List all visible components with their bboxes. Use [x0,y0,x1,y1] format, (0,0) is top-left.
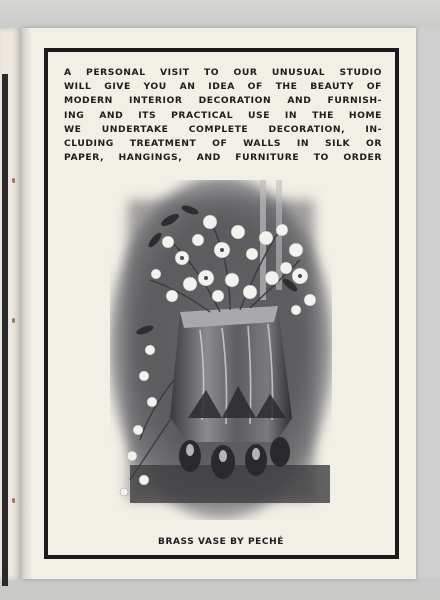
photo-caption: BRASS VASE BY PECHÉ [158,537,284,547]
intro-line: MODERN INTERIOR DECORATION AND FURNISH- [64,95,382,107]
intro-line: CLUDING TREATMENT OF WALLS IN SILK OR [64,138,382,150]
brass-vase-photograph [110,180,332,520]
intro-line: A PERSONAL VISIT TO OUR UNUSUAL STUDIO [64,67,382,78]
intro-paragraph [64,66,382,165]
paper-stain [12,318,15,323]
gutter-shadow [22,28,32,579]
previous-page-border-rule [2,74,8,586]
intro-line: ING AND ITS PRACTICAL USE IN THE HOME [64,109,382,121]
backdrop-top [0,0,440,28]
backdrop-bottom [0,578,440,600]
intro-line: WILL GIVE YOU AN IDEA OF THE BEAUTY OF [64,81,382,93]
intro-line: WE UNDERTAKE COMPLETE DECORATION, IN- [64,123,382,135]
intro-line: PAPER, HANGINGS, AND FURNITURE TO ORDER [64,152,382,164]
paper-stain [12,178,15,183]
paper-stain [12,498,15,503]
previous-page-edge [0,28,20,580]
